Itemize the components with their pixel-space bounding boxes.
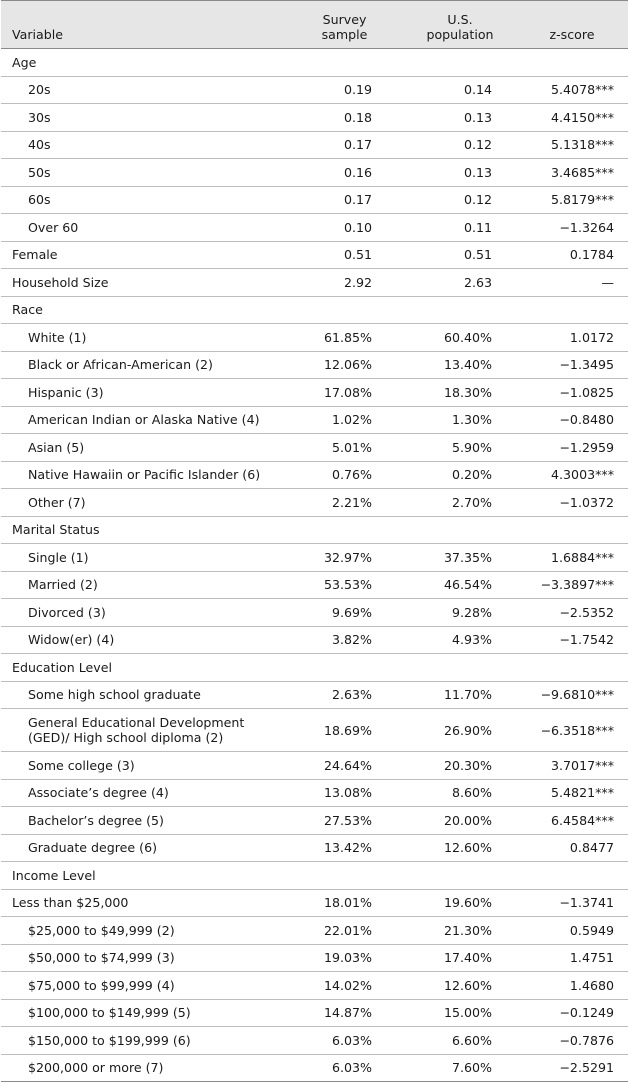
table-row xyxy=(1,76,628,104)
survey-sample-cell: 22.01% xyxy=(285,917,404,945)
table-row xyxy=(1,159,628,187)
row-label: 40s xyxy=(1,131,285,159)
table-row xyxy=(1,49,628,77)
row-label: Graduate degree (6) xyxy=(1,834,285,862)
z-score-cell xyxy=(516,296,628,324)
us-population-cell: 4.93% xyxy=(404,626,516,654)
us-population-cell: 0.12 xyxy=(404,186,516,214)
us-population-cell: 19.60% xyxy=(404,889,516,917)
table-row xyxy=(1,626,628,654)
z-score-cell: 4.3003*** xyxy=(516,461,628,489)
z-score-cell: −0.8480 xyxy=(516,406,628,434)
table-row xyxy=(1,516,628,544)
survey-sample-cell: 2.92 xyxy=(285,269,404,297)
row-label: American Indian or Alaska Native (4) xyxy=(1,406,285,434)
survey-sample-cell: 18.01% xyxy=(285,889,404,917)
us-population-cell: 11.70% xyxy=(404,681,516,709)
survey-sample-cell: 14.87% xyxy=(285,999,404,1027)
survey-sample-cell: 24.64% xyxy=(285,752,404,780)
z-score-cell: 0.5949 xyxy=(516,917,628,945)
us-population-cell: 0.51 xyxy=(404,241,516,269)
z-score-cell: −1.3741 xyxy=(516,889,628,917)
survey-sample-cell: 19.03% xyxy=(285,944,404,972)
us-population-cell: 26.90% xyxy=(404,709,516,752)
survey-sample-cell: 3.82% xyxy=(285,626,404,654)
us-population-cell: 0.13 xyxy=(404,159,516,187)
us-population-cell xyxy=(404,862,516,890)
us-population-cell: 5.90% xyxy=(404,434,516,462)
table-row xyxy=(1,241,628,269)
header-survey-sample: Survey sample xyxy=(285,1,404,49)
survey-sample-cell: 1.02% xyxy=(285,406,404,434)
us-population-cell: 20.00% xyxy=(404,807,516,835)
us-population-cell: 2.63 xyxy=(404,269,516,297)
row-label: Some college (3) xyxy=(1,752,285,780)
survey-sample-cell: 53.53% xyxy=(285,571,404,599)
z-score-cell: −6.3518*** xyxy=(516,709,628,752)
table-row xyxy=(1,186,628,214)
table-row xyxy=(1,999,628,1027)
z-score-cell: 3.4685*** xyxy=(516,159,628,187)
header-z-score: z-score xyxy=(516,1,628,49)
table-row xyxy=(1,489,628,517)
demographics-table xyxy=(1,0,628,1082)
table-row xyxy=(1,214,628,242)
row-label: Asian (5) xyxy=(1,434,285,462)
row-label: Income Level xyxy=(1,862,285,890)
table-row xyxy=(1,571,628,599)
header-us-population: U.S. population xyxy=(404,1,516,49)
row-label: 50s xyxy=(1,159,285,187)
table-row xyxy=(1,834,628,862)
row-label: Associate’s degree (4) xyxy=(1,779,285,807)
z-score-cell: 1.4680 xyxy=(516,972,628,1000)
z-score-cell xyxy=(516,516,628,544)
us-population-cell: 6.60% xyxy=(404,1027,516,1055)
table-row xyxy=(1,752,628,780)
table-row xyxy=(1,681,628,709)
z-score-cell: — xyxy=(516,269,628,297)
z-score-cell: −1.2959 xyxy=(516,434,628,462)
z-score-cell: −1.0825 xyxy=(516,379,628,407)
survey-sample-cell: 13.42% xyxy=(285,834,404,862)
survey-sample-cell: 32.97% xyxy=(285,544,404,572)
survey-sample-cell xyxy=(285,862,404,890)
row-label: Marital Status xyxy=(1,516,285,544)
row-label: $200,000 or more (7) xyxy=(1,1054,285,1082)
z-score-cell: 6.4584*** xyxy=(516,807,628,835)
table-row xyxy=(1,104,628,132)
z-score-cell xyxy=(516,49,628,77)
table-row xyxy=(1,709,628,752)
table-row xyxy=(1,406,628,434)
us-population-cell: 17.40% xyxy=(404,944,516,972)
table-row xyxy=(1,1054,628,1082)
z-score-cell: 5.4821*** xyxy=(516,779,628,807)
survey-sample-cell: 6.03% xyxy=(285,1054,404,1082)
survey-sample-cell: 5.01% xyxy=(285,434,404,462)
us-population-cell: 12.60% xyxy=(404,834,516,862)
us-population-cell: 0.12 xyxy=(404,131,516,159)
row-label: Other (7) xyxy=(1,489,285,517)
us-population-cell: 1.30% xyxy=(404,406,516,434)
table-row xyxy=(1,599,628,627)
survey-sample-cell xyxy=(285,516,404,544)
row-label: Race xyxy=(1,296,285,324)
row-label: Household Size xyxy=(1,269,285,297)
row-label: Single (1) xyxy=(1,544,285,572)
us-population-cell: 9.28% xyxy=(404,599,516,627)
z-score-cell: 1.0172 xyxy=(516,324,628,352)
z-score-cell: 3.7017*** xyxy=(516,752,628,780)
row-label: White (1) xyxy=(1,324,285,352)
survey-sample-cell: 17.08% xyxy=(285,379,404,407)
row-label: Black or African-American (2) xyxy=(1,351,285,379)
table-row xyxy=(1,461,628,489)
table-row xyxy=(1,779,628,807)
survey-sample-cell: 0.76% xyxy=(285,461,404,489)
us-population-cell: 12.60% xyxy=(404,972,516,1000)
survey-sample-cell: 2.21% xyxy=(285,489,404,517)
table-row xyxy=(1,917,628,945)
table-row xyxy=(1,944,628,972)
z-score-cell: −3.3897*** xyxy=(516,571,628,599)
us-population-cell: 0.20% xyxy=(404,461,516,489)
us-population-cell: 46.54% xyxy=(404,571,516,599)
row-label: Some high school graduate xyxy=(1,681,285,709)
us-population-cell: 2.70% xyxy=(404,489,516,517)
table-row xyxy=(1,544,628,572)
us-population-cell: 0.14 xyxy=(404,76,516,104)
z-score-cell: −0.1249 xyxy=(516,999,628,1027)
z-score-cell: 0.1784 xyxy=(516,241,628,269)
table-row xyxy=(1,131,628,159)
z-score-cell: −1.3495 xyxy=(516,351,628,379)
z-score-cell: 5.1318*** xyxy=(516,131,628,159)
row-label: Married (2) xyxy=(1,571,285,599)
us-population-cell xyxy=(404,296,516,324)
us-population-cell: 60.40% xyxy=(404,324,516,352)
us-population-cell: 20.30% xyxy=(404,752,516,780)
z-score-cell: 5.4078*** xyxy=(516,76,628,104)
row-label: Bachelor’s degree (5) xyxy=(1,807,285,835)
us-population-cell: 8.60% xyxy=(404,779,516,807)
table-row xyxy=(1,296,628,324)
table-row xyxy=(1,807,628,835)
survey-sample-cell: 0.17 xyxy=(285,131,404,159)
table-row xyxy=(1,862,628,890)
us-population-cell: 7.60% xyxy=(404,1054,516,1082)
z-score-cell: −0.7876 xyxy=(516,1027,628,1055)
row-label: $150,000 to $199,999 (6) xyxy=(1,1027,285,1055)
survey-sample-cell: 12.06% xyxy=(285,351,404,379)
us-population-cell: 37.35% xyxy=(404,544,516,572)
survey-sample-cell: 14.02% xyxy=(285,972,404,1000)
survey-sample-cell: 0.17 xyxy=(285,186,404,214)
survey-sample-cell: 0.10 xyxy=(285,214,404,242)
z-score-cell: 1.4751 xyxy=(516,944,628,972)
row-label: General Educational Development (GED)/ High school diploma (2) xyxy=(1,709,285,752)
survey-sample-cell: 18.69% xyxy=(285,709,404,752)
row-label: $75,000 to $99,999 (4) xyxy=(1,972,285,1000)
survey-sample-cell: 6.03% xyxy=(285,1027,404,1055)
row-label: $25,000 to $49,999 (2) xyxy=(1,917,285,945)
z-score-cell xyxy=(516,862,628,890)
survey-sample-cell: 0.18 xyxy=(285,104,404,132)
table-body xyxy=(1,49,628,1082)
table-row xyxy=(1,434,628,462)
us-population-cell: 15.00% xyxy=(404,999,516,1027)
survey-sample-cell: 0.19 xyxy=(285,76,404,104)
row-label: $100,000 to $149,999 (5) xyxy=(1,999,285,1027)
table-row xyxy=(1,889,628,917)
table-row xyxy=(1,972,628,1000)
z-score-cell: 5.8179*** xyxy=(516,186,628,214)
table-row xyxy=(1,1027,628,1055)
us-population-cell: 0.11 xyxy=(404,214,516,242)
survey-sample-cell: 13.08% xyxy=(285,779,404,807)
table-row xyxy=(1,654,628,682)
us-population-cell: 18.30% xyxy=(404,379,516,407)
survey-sample-cell: 61.85% xyxy=(285,324,404,352)
z-score-cell: −1.3264 xyxy=(516,214,628,242)
row-label: Female xyxy=(1,241,285,269)
z-score-cell: −9.6810*** xyxy=(516,681,628,709)
row-label: Education Level xyxy=(1,654,285,682)
table-row xyxy=(1,269,628,297)
survey-sample-cell: 0.51 xyxy=(285,241,404,269)
survey-sample-cell xyxy=(285,296,404,324)
survey-sample-cell: 9.69% xyxy=(285,599,404,627)
table-row xyxy=(1,379,628,407)
row-label: Age xyxy=(1,49,285,77)
z-score-cell xyxy=(516,654,628,682)
row-label: Widow(er) (4) xyxy=(1,626,285,654)
row-label: Less than $25,000 xyxy=(1,889,285,917)
table-header-row xyxy=(1,1,628,49)
z-score-cell: −1.0372 xyxy=(516,489,628,517)
us-population-cell xyxy=(404,654,516,682)
row-label: Native Hawaiin or Pacific Islander (6) xyxy=(1,461,285,489)
z-score-cell: 1.6884*** xyxy=(516,544,628,572)
survey-sample-cell: 27.53% xyxy=(285,807,404,835)
z-score-cell: 0.8477 xyxy=(516,834,628,862)
table-row xyxy=(1,324,628,352)
z-score-cell: −2.5291 xyxy=(516,1054,628,1082)
survey-sample-cell: 0.16 xyxy=(285,159,404,187)
row-label: $50,000 to $74,999 (3) xyxy=(1,944,285,972)
z-score-cell: −2.5352 xyxy=(516,599,628,627)
row-label: 30s xyxy=(1,104,285,132)
z-score-cell: 4.4150*** xyxy=(516,104,628,132)
header-variable: Variable xyxy=(1,1,285,49)
us-population-cell: 0.13 xyxy=(404,104,516,132)
us-population-cell: 21.30% xyxy=(404,917,516,945)
survey-sample-cell xyxy=(285,49,404,77)
us-population-cell xyxy=(404,49,516,77)
us-population-cell: 13.40% xyxy=(404,351,516,379)
row-label: 20s xyxy=(1,76,285,104)
row-label: Hispanic (3) xyxy=(1,379,285,407)
survey-sample-cell: 2.63% xyxy=(285,681,404,709)
row-label: 60s xyxy=(1,186,285,214)
table-row xyxy=(1,351,628,379)
survey-sample-cell xyxy=(285,654,404,682)
z-score-cell: −1.7542 xyxy=(516,626,628,654)
row-label: Divorced (3) xyxy=(1,599,285,627)
us-population-cell xyxy=(404,516,516,544)
row-label: Over 60 xyxy=(1,214,285,242)
